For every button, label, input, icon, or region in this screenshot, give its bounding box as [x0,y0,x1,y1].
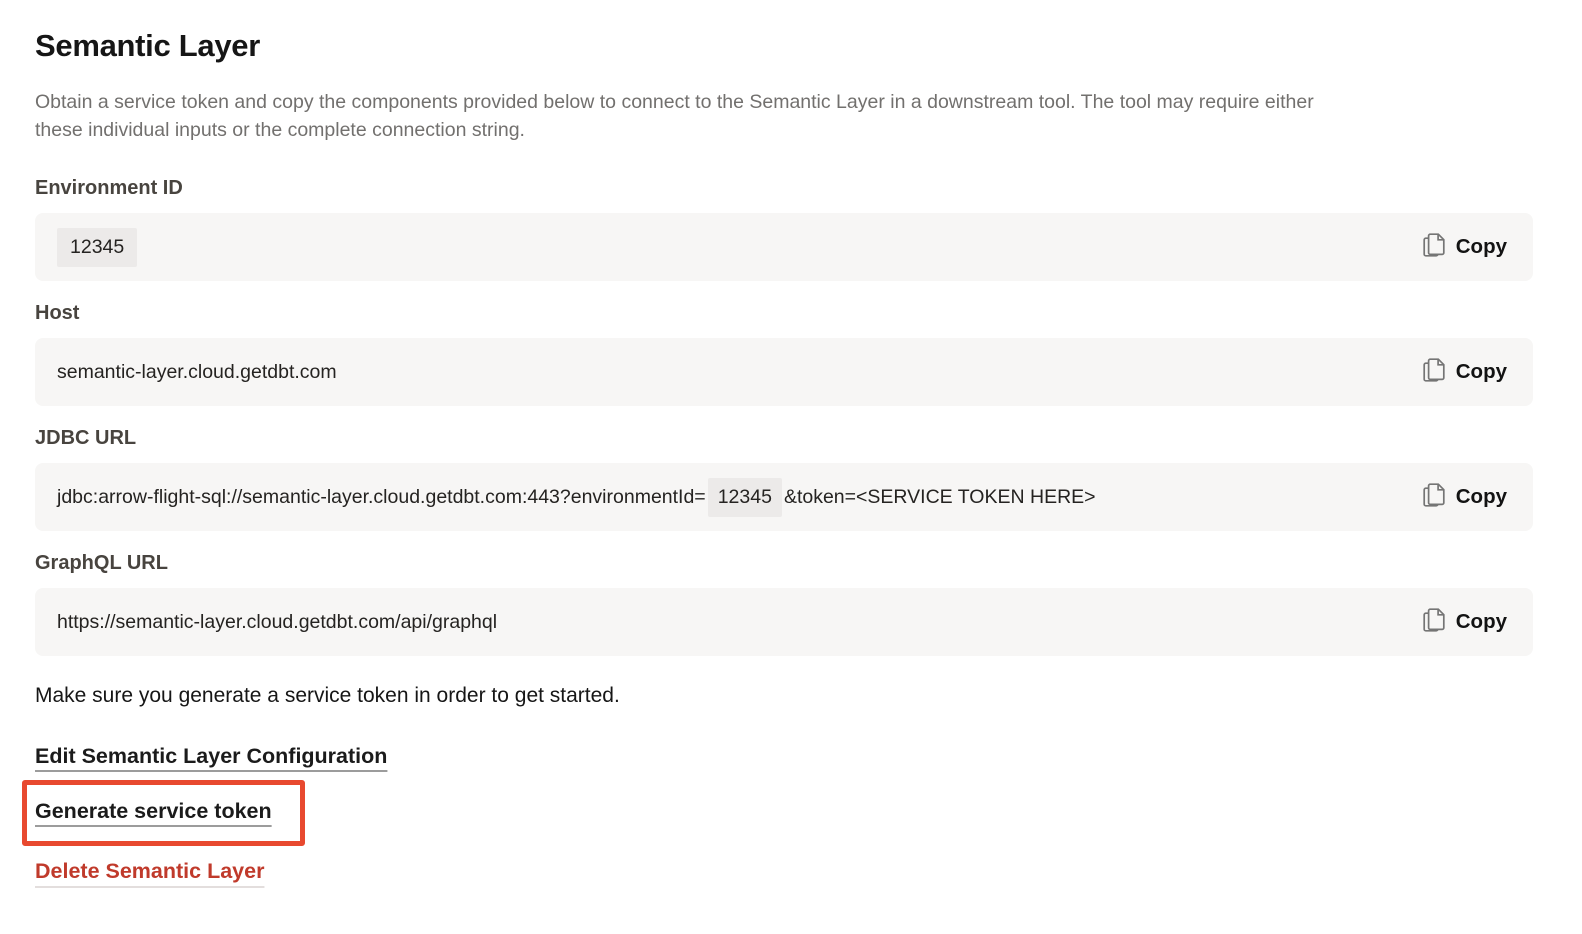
page-title: Semantic Layer [35,28,260,63]
field-host [35,301,1533,406]
environment-id-value [57,228,137,267]
edit-link-row [35,742,1533,770]
copy-environment-id-button[interactable] [1423,233,1507,261]
generate-link-row [35,770,1533,846]
service-token-note: Make sure you generate a service token in order to get started. [35,684,620,707]
environment-id-box [35,213,1533,281]
copy-graphql-url-button[interactable] [1423,608,1507,636]
graphql-url-value: https://semantic-layer.cloud.getdbt.com/api/graphql [57,610,498,633]
graphql-url-label: GraphQL URL [35,552,168,574]
host-label: Host [35,302,80,324]
host-box [35,338,1533,406]
delete-link-row [35,857,1533,885]
environment-id-highlighted-value: 12345 [57,228,137,267]
environment-id-label: Environment ID [35,177,183,199]
host-value: semantic-layer.cloud.getdbt.com [57,360,337,383]
copy-icon [1423,483,1445,511]
graphql-url-box [35,588,1533,656]
field-graphql-url [35,551,1533,656]
edit-semantic-layer-configuration-link[interactable]: Edit Semantic Layer Configuration [35,744,388,768]
jdbc-url-prefix: jdbc:arrow-flight-sql://semantic-layer.cloud.getdbt.com:443?environmentId= [57,485,706,508]
jdbc-url-value [57,478,1096,517]
copy-host-button[interactable] [1423,358,1507,386]
copy-button-label: Copy [1455,485,1507,508]
copy-jdbc-url-button[interactable] [1423,483,1507,511]
field-jdbc-url [35,426,1533,531]
copy-button-label: Copy [1455,360,1507,383]
copy-button-label: Copy [1455,235,1507,258]
generate-service-token-link[interactable]: Generate service token [35,799,272,823]
jdbc-url-box [35,463,1533,531]
annotation-highlight-box [22,780,305,846]
delete-semantic-layer-link[interactable]: Delete Semantic Layer [35,859,265,883]
copy-button-label: Copy [1455,610,1507,633]
copy-icon [1423,358,1445,386]
jdbc-url-suffix: &token=<SERVICE TOKEN HERE> [783,485,1096,508]
page-description-line2: these individual inputs or the complete connection string. [35,119,525,141]
jdbc-url-label: JDBC URL [35,427,137,449]
copy-icon [1423,608,1445,636]
page-description [35,88,1533,144]
field-environment-id [35,176,1533,281]
copy-icon [1423,233,1445,261]
page-description-line1: Obtain a service token and copy the components provided below to connect to the Semantic Layer in a downstream tool. The tool may require either [35,91,1314,113]
jdbc-url-environment-id-highlight: 12345 [708,478,782,517]
